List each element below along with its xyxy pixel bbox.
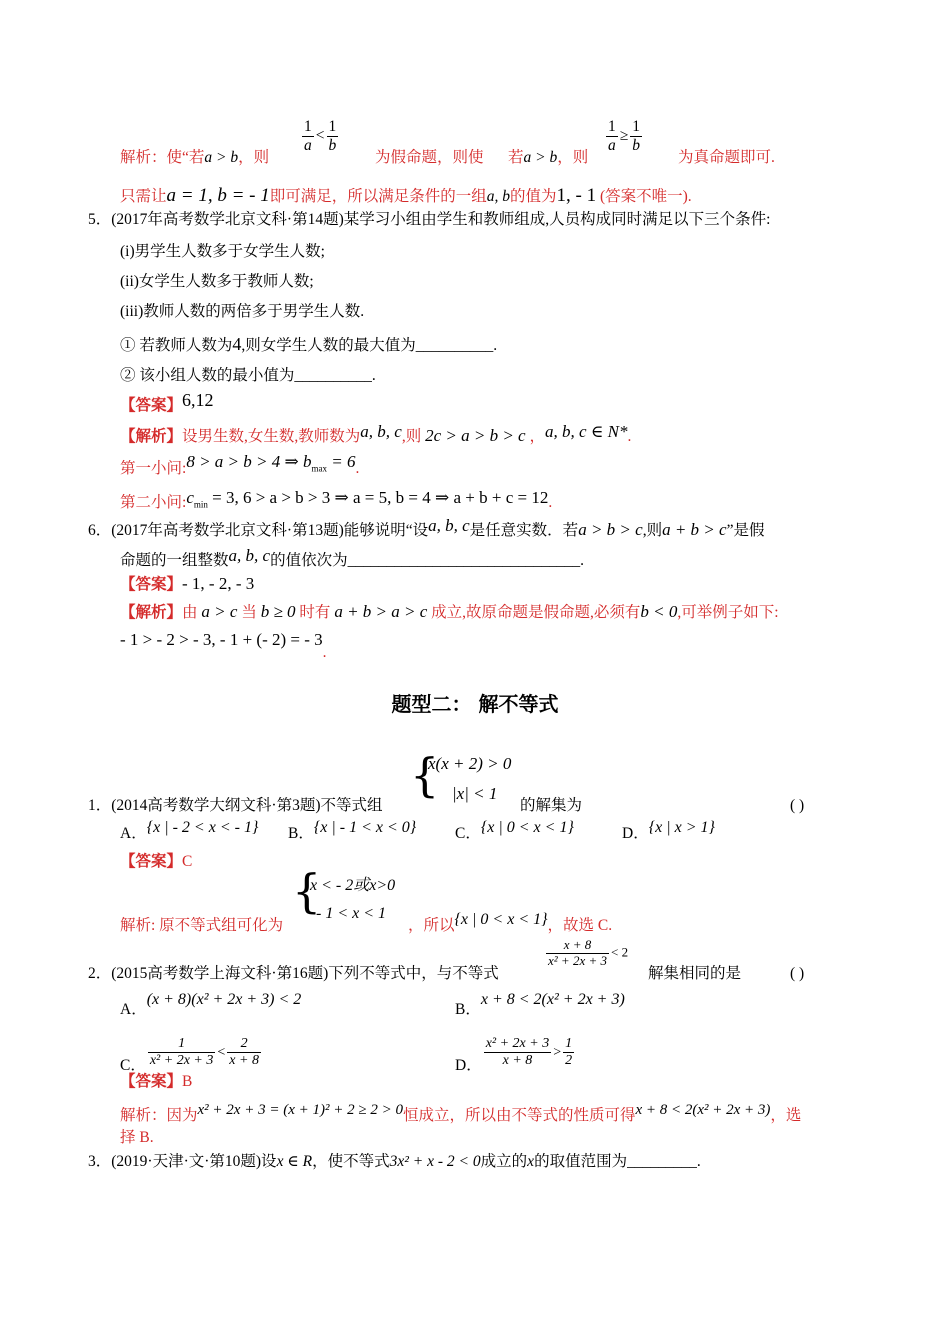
q6-example: - 1 > - 2 > - 3, - 1 + (- 2) = - 3. — [120, 630, 327, 661]
p1-stem: 1．(2014高考数学大纲文科·第3题)不等式组 — [88, 797, 383, 814]
q6-analysis: 【解析】由 a > c 当 b ≥ 0 时有 a + b > a > c 成立,故原命题是假命题,必须有b < 0,可举例子如下: — [120, 602, 779, 621]
q4-analysis-line1: 解析：使“若a > b，则 — [120, 149, 270, 166]
q5-stem: 5．(2017年高考数学北京文科·第14题)某学习小组由学生和教师组成,人员构成同时满足以下三个条件: — [88, 211, 771, 228]
p1-analysis-brace: { — [292, 864, 322, 918]
q4-analysis-line1-end: 为真命题即可. — [678, 149, 775, 166]
p1-analysis-end: ，所以{x | 0 < x < 1}，故选 C. — [408, 911, 613, 934]
p2-stem: 2．(2015高考数学上海文科·第16题)下列不等式中，与不等式 — [88, 965, 499, 982]
p1-option-c[interactable]: C．{x | 0 < x < 1} — [455, 819, 574, 842]
p2-analysis: 解析：因为x² + 2x + 3 = (x + 1)² + 2 ≥ 2 > 0恒成立，所以由不等式的性质可得x + 8 < 2(x² + 2x + 3)，选 — [120, 1102, 802, 1124]
p1-system-brace: { — [410, 748, 440, 802]
p1-system-line1: x(x + 2) > 0 — [428, 754, 512, 773]
p1-paren: ( ) — [790, 797, 805, 814]
section-title: 题型二： 解不等式 — [391, 692, 559, 716]
q5-analysis: 【解析】设男生数,女生数,教师数为a, b, c,则 2c > a > b > c ，a, b, c ∈ N*. — [120, 422, 632, 445]
p1-answer: 【答案】C — [120, 853, 193, 870]
p1-option-a[interactable]: A．{x | - 2 < x < - 1} — [120, 819, 259, 842]
p2-option-d[interactable]: D． $\frac{\text{x² + 2x + 3}}{x + 8}$ > $\frac{1}{2}$ — [455, 1036, 573, 1074]
q4-frac-1: $\frac{1}{a}$ < $\frac{1}{b}$ — [304, 118, 337, 154]
q4-analysis-line1-mid2: 若a > b，则 — [508, 149, 589, 166]
q5-answer: 【答案】6,12 — [120, 390, 214, 414]
q5-cond-3: (iii)教师人数的两倍多于男学生人数. — [120, 303, 365, 320]
p1-system-line2: |x| < 1 — [452, 784, 498, 803]
p1-stem-end: 的解集为 — [520, 797, 583, 814]
q4-analysis-line2: 只需让a = 1, b = - 1即可满足，所以满足条件的一组a, b的值为1, - 1 (答案不唯一). — [120, 185, 692, 206]
p1-analysis: 解析: 原不等式组可化为 — [120, 917, 284, 934]
q5-subq-1: ① 若教师人数为4,则女学生人数的最大值为__________. — [120, 334, 498, 354]
p2-option-c[interactable]: C． $\frac{1}{\text{x² + 2x + 3}}$ < $\frac{2}{x + 8}$ — [120, 1036, 259, 1074]
p2-paren: ( ) — [790, 965, 805, 982]
p3-stem: 3．(2019·天津·文·第10题)设x ∈ R，使不等式3x² + x - 2 < 0成立的x的取值范围为_________. — [88, 1153, 701, 1170]
q5-cond-1: (i)男学生人数多于女学生人数; — [120, 243, 325, 260]
q4-analysis-line1-mid: 为假命题，则使 — [375, 149, 484, 166]
q5-part-2: 第二小问$:c_{min} = 3$, 6 > a > b > 3 ⇒ a = 5, b = 4 ⇒ a + b + c = 12. — [120, 488, 553, 511]
p1-analysis-system-1: x < - 2或x>0 — [310, 877, 396, 894]
p2-answer: 【答案】B — [120, 1073, 193, 1090]
q6-stem-line1: 6．(2017年高考数学北京文科·第13题)能够说明“设a, b, c是任意实数．若a > b > c,则a + b > c”是假 — [88, 516, 765, 539]
p2-option-a[interactable]: A．(x + 8)(x² + 2x + 3) < 2 — [120, 991, 302, 1018]
q5-cond-2: (ii)女学生人数多于教师人数; — [120, 273, 314, 290]
q5-subq-2: ② 该小组人数的最小值为__________. — [120, 367, 376, 384]
p2-analysis-wrap: 择 B. — [120, 1129, 154, 1146]
p2-option-b[interactable]: B．x + 8 < 2(x² + 2x + 3) — [455, 991, 625, 1018]
p1-analysis-system-2: - 1 < x < 1 — [316, 905, 387, 922]
p2-stem-end: 解集相同的是 — [648, 965, 742, 982]
q6-answer: 【答案】- 1, - 2, - 3 — [120, 574, 255, 593]
p1-option-b[interactable]: B．{x | - 1 < x < 0} — [288, 819, 417, 842]
p2-stem-frac: $\frac{x + 8}{\text{x² + 2x + 3}}$ < 2 — [548, 937, 629, 968]
q6-stem-line2: 命题的一组整数a, b, c的值依次为______________________________. — [120, 546, 584, 569]
q4-frac-2: $\frac{1}{a}$ ≥ $\frac{1}{b}$ — [608, 118, 641, 154]
q5-part-1: 第一小问:8 > a > b > 4 ⇒ $b_{max} = 6$. — [120, 452, 360, 477]
p1-option-d[interactable]: D．{x | x > 1} — [622, 819, 715, 842]
